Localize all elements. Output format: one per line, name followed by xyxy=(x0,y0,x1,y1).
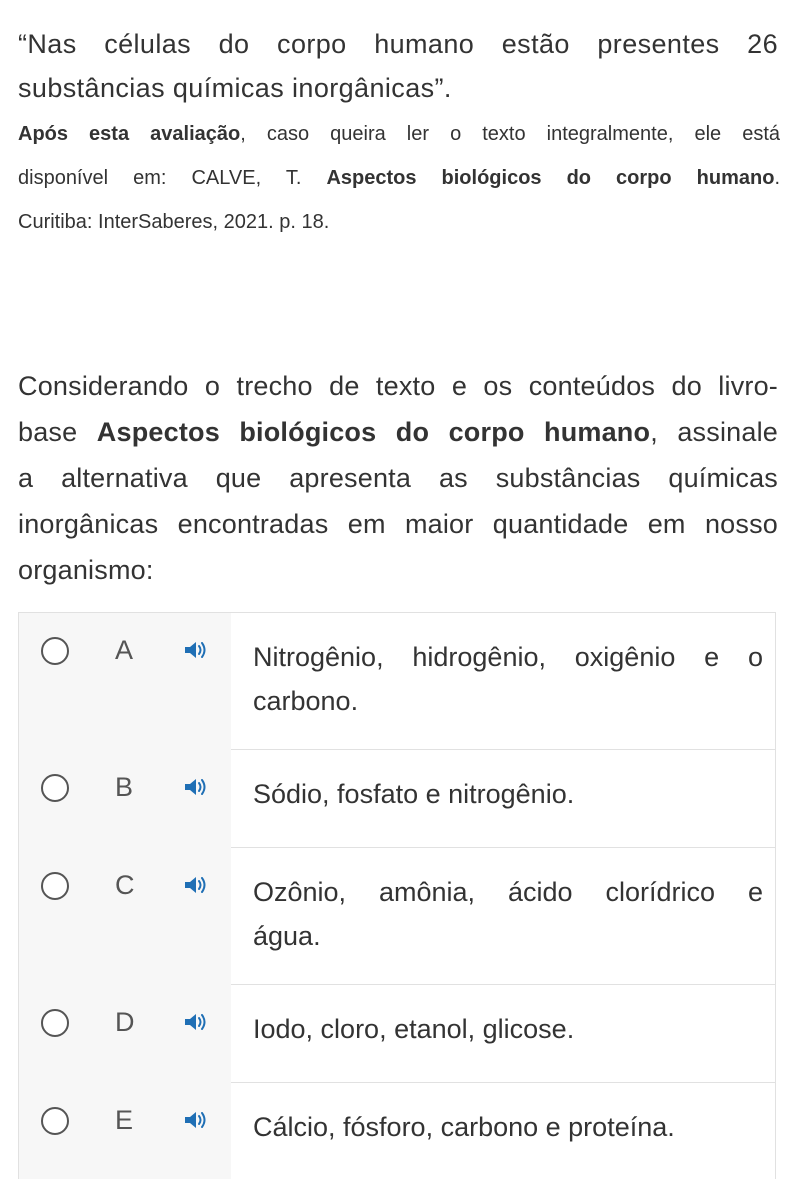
source-text-1: , caso queira ler o texto integralmente, ele está xyxy=(240,123,780,145)
option-selector-area[interactable] xyxy=(19,848,231,985)
quote-line-2: substâncias químicas inorgânicas”. xyxy=(18,73,452,103)
option-text xyxy=(253,635,763,723)
option-text-area[interactable] xyxy=(231,985,775,1083)
radio-button-icon[interactable] xyxy=(41,774,69,802)
option-letter: D xyxy=(115,1007,135,1037)
speaker-icon[interactable] xyxy=(183,776,209,798)
option-selector-area[interactable] xyxy=(19,750,231,848)
source-bold-1: Após esta avaliação xyxy=(18,123,241,145)
question-line-4: inorgânicas encontradas em maior quantidade em nosso xyxy=(18,509,778,539)
option-text-line-1: Nitrogênio, hidrogênio, oxigênio e o xyxy=(253,642,763,672)
option-text-area[interactable] xyxy=(231,613,775,750)
question-line-2-post: , assinale xyxy=(650,417,778,447)
option-c[interactable] xyxy=(19,848,775,985)
speaker-icon[interactable] xyxy=(183,639,209,661)
option-text-line-1: Iodo, cloro, etanol, glicose. xyxy=(253,1014,575,1044)
option-text xyxy=(253,1007,763,1051)
option-a[interactable] xyxy=(19,613,775,750)
book-title: Aspectos biológicos do corpo humano xyxy=(96,417,651,447)
option-text xyxy=(253,772,763,816)
question-text xyxy=(18,363,778,593)
option-letter: A xyxy=(115,635,134,665)
source-text-2: disponível em: CALVE, T. xyxy=(18,167,327,189)
question-line-5: organismo: xyxy=(18,555,154,585)
radio-button-icon[interactable] xyxy=(41,637,69,665)
question-line-1: Considerando o trecho de texto e os conteúdos do livro- xyxy=(18,371,778,401)
option-letter: B xyxy=(115,772,134,802)
option-b[interactable] xyxy=(19,750,775,848)
option-selector-area[interactable] xyxy=(19,985,231,1083)
speaker-icon[interactable] xyxy=(183,874,209,896)
radio-button-icon[interactable] xyxy=(41,1107,69,1135)
question-line-3: a alternativa que apresenta as substâncias químicas xyxy=(18,463,778,493)
source-line-3: Curitiba: InterSaberes, 2021. p. 18. xyxy=(18,211,330,233)
source-bold-2: Aspectos biológicos do corpo humano xyxy=(326,167,775,189)
question-line-2-pre: base xyxy=(18,417,97,447)
radio-button-icon[interactable] xyxy=(41,1009,69,1037)
quote-text xyxy=(18,22,778,110)
option-selector-area[interactable] xyxy=(19,1083,231,1179)
option-text-area[interactable] xyxy=(231,1083,775,1179)
option-text-line-2: água. xyxy=(253,921,321,951)
source-line-1 xyxy=(18,112,780,156)
radio-button-icon[interactable] xyxy=(41,872,69,900)
speaker-icon[interactable] xyxy=(183,1011,209,1033)
option-text-line-1: Sódio, fosfato e nitrogênio. xyxy=(253,779,575,809)
question-line-2 xyxy=(18,409,778,455)
option-selector-area[interactable] xyxy=(19,613,231,750)
quote-line-1: “Nas células do corpo humano estão presentes 26 xyxy=(18,29,778,59)
answer-options xyxy=(18,612,776,1179)
option-text-area[interactable] xyxy=(231,750,775,848)
speaker-icon[interactable] xyxy=(183,1109,209,1131)
option-letter: E xyxy=(115,1105,134,1135)
source-line-2 xyxy=(18,156,780,200)
option-text-area[interactable] xyxy=(231,848,775,985)
source-reference xyxy=(18,112,780,244)
option-text-line-1: Ozônio, amônia, ácido clorídrico e xyxy=(253,877,763,907)
source-text-3: . xyxy=(774,167,780,189)
option-text xyxy=(253,1105,763,1149)
option-letter: C xyxy=(115,870,135,900)
option-text-line-2: carbono. xyxy=(253,686,359,716)
option-text xyxy=(253,870,763,958)
option-d[interactable] xyxy=(19,985,775,1083)
option-e[interactable] xyxy=(19,1083,775,1179)
option-text-line-1: Cálcio, fósforo, carbono e proteína. xyxy=(253,1112,675,1142)
